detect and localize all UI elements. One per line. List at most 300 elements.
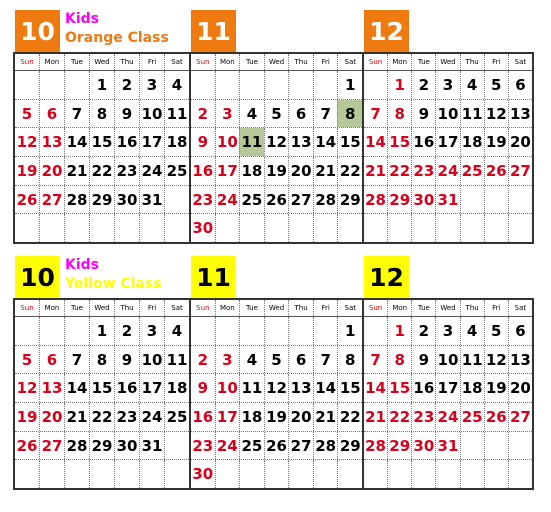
date-cell: 13 (288, 374, 313, 402)
date-cell: 4 (239, 100, 264, 128)
month-label-november: 11 (191, 256, 236, 298)
date-cell: 2 (411, 317, 435, 345)
date-cell: 15 (387, 374, 411, 402)
date-cell: 10 (215, 374, 240, 402)
week-row (191, 317, 362, 346)
date-cell: 4 (164, 317, 189, 345)
empty-cell (239, 214, 264, 242)
weekday-label: Thu (460, 300, 484, 316)
month-10 (15, 54, 189, 242)
empty-cell (364, 71, 387, 99)
date-cell: 1 (387, 317, 411, 345)
weekday-label: Mon (215, 54, 240, 70)
empty-cell (64, 460, 89, 488)
class-name: Yellow Class (65, 276, 162, 292)
month-11 (189, 54, 362, 242)
date-cell: 6 (288, 346, 313, 374)
week-row (191, 403, 362, 432)
empty-cell (313, 460, 338, 488)
empty-cell (114, 214, 139, 242)
empty-cell (15, 460, 39, 488)
empty-cell (164, 214, 189, 242)
date-cell: 18 (239, 157, 264, 185)
empty-cell (411, 214, 435, 242)
empty-cell (215, 460, 240, 488)
week-row (15, 403, 189, 432)
date-cell: 22 (337, 403, 362, 431)
empty-cell (39, 317, 64, 345)
date-cell: 23 (114, 157, 139, 185)
date-cell: 19 (264, 157, 289, 185)
date-cell: 14 (365, 379, 386, 398)
weekday-label: Wed (264, 300, 289, 316)
week-row (364, 374, 532, 403)
date-cell: 7 (64, 100, 89, 128)
empty-cell (387, 214, 411, 242)
date-cell: 6 (39, 346, 64, 374)
weekday-header (364, 300, 532, 317)
empty-cell (264, 214, 289, 242)
empty-cell (508, 460, 532, 488)
date-cell: 20 (39, 157, 64, 185)
weekday-label: Sun (368, 304, 383, 312)
week-row (191, 71, 362, 100)
weekday-label: Tue (64, 54, 89, 70)
weekday-header (364, 54, 532, 71)
weekday-label: Wed (264, 54, 289, 70)
date-cell: 26 (264, 432, 289, 460)
date-cell: 12 (264, 374, 289, 402)
weekday-label: Tue (239, 54, 264, 70)
weekday-label: Fri (139, 300, 164, 316)
empty-cell (508, 186, 532, 214)
date-cell: 10 (215, 128, 240, 156)
empty-cell (364, 317, 387, 345)
date-cell: 26 (16, 436, 38, 455)
date-cell: 5 (484, 317, 508, 345)
date-cell: 7 (370, 104, 381, 123)
week-row (15, 186, 189, 215)
date-cell: 31 (139, 432, 164, 460)
week-row (191, 346, 362, 375)
class-title (65, 256, 162, 294)
date-cell: 11 (460, 346, 484, 374)
date-cell: 3 (139, 317, 164, 345)
date-cell: 29 (387, 432, 411, 460)
weekday-label: Sat (508, 54, 532, 70)
date-cell: 20 (288, 157, 313, 185)
weekday-label: Sat (164, 300, 189, 316)
date-cell: 30 (114, 186, 139, 214)
date-cell: 16 (411, 128, 435, 156)
date-cell: 22 (387, 157, 411, 185)
empty-cell (164, 432, 189, 460)
date-cell: 3 (139, 71, 164, 99)
date-cell: 28 (313, 186, 338, 214)
month-12 (362, 300, 532, 488)
date-cell: 4 (460, 71, 484, 99)
date-cell: 12 (264, 128, 289, 156)
date-cell: 31 (435, 432, 459, 460)
date-cell: 6 (39, 100, 64, 128)
date-cell: 16 (114, 128, 139, 156)
date-cell: 1 (337, 317, 362, 345)
date-cell: 27 (39, 432, 64, 460)
date-cell: 17 (435, 374, 459, 402)
date-cell: 17 (215, 157, 240, 185)
weekday-label: Wed (435, 300, 459, 316)
date-cell: 3 (215, 346, 240, 374)
empty-cell (64, 214, 89, 242)
date-cell: 23 (411, 157, 435, 185)
date-cell: 3 (435, 317, 459, 345)
empty-cell (364, 460, 387, 488)
date-cell: 10 (139, 346, 164, 374)
weekday-label: Mon (215, 300, 240, 316)
date-cell: 20 (288, 403, 313, 431)
empty-cell (89, 214, 114, 242)
date-cell: 22 (89, 403, 114, 431)
date-cell: 2 (197, 104, 208, 123)
weekday-header (15, 300, 189, 317)
month-12 (362, 54, 532, 242)
empty-cell (387, 460, 411, 488)
empty-cell (239, 317, 264, 345)
date-cell: 30 (411, 186, 435, 214)
empty-cell (64, 317, 89, 345)
date-cell: 2 (114, 71, 139, 99)
date-cell: 22 (337, 157, 362, 185)
date-cell: 20 (508, 128, 532, 156)
date-cell: 28 (365, 436, 386, 455)
empty-cell (460, 214, 484, 242)
date-cell: 5 (264, 346, 289, 374)
weekday-label: Tue (64, 300, 89, 316)
date-cell: 27 (508, 157, 532, 185)
empty-cell (460, 432, 484, 460)
date-cell: 18 (164, 374, 189, 402)
date-cell: 28 (64, 186, 89, 214)
date-cell: 27 (288, 432, 313, 460)
date-cell: 29 (337, 186, 362, 214)
empty-cell (164, 460, 189, 488)
week-row (364, 71, 532, 100)
date-cell: 19 (484, 128, 508, 156)
date-cell: 5 (21, 350, 33, 369)
date-cell: 25 (164, 403, 189, 431)
empty-cell (139, 214, 164, 242)
date-cell: 19 (16, 161, 38, 180)
weekday-label: Sun (196, 58, 210, 66)
empty-cell (435, 460, 459, 488)
weekday-label: Thu (114, 300, 139, 316)
date-cell: 12 (16, 133, 38, 152)
week-row (191, 157, 362, 186)
date-cell: 14 (64, 374, 89, 402)
date-cell: 13 (508, 346, 532, 374)
empty-cell (239, 460, 264, 488)
date-cell: 15 (387, 128, 411, 156)
weekday-label: Tue (239, 300, 264, 316)
date-cell: 18 (460, 374, 484, 402)
empty-cell (508, 432, 532, 460)
empty-cell (164, 186, 189, 214)
date-cell: 17 (435, 128, 459, 156)
date-cell: 5 (21, 104, 33, 123)
date-cell: 15 (89, 374, 114, 402)
yellow-class-calendar (13, 256, 534, 484)
empty-cell (89, 460, 114, 488)
week-row (191, 374, 362, 403)
date-cell: 19 (264, 403, 289, 431)
date-cell: 16 (411, 374, 435, 402)
weekday-label: Thu (288, 300, 313, 316)
date-cell: 2 (114, 317, 139, 345)
date-cell: 9 (411, 100, 435, 128)
month-10 (15, 300, 189, 488)
date-cell: 11 (460, 100, 484, 128)
date-cell: 30 (114, 432, 139, 460)
weekday-label: Mon (39, 54, 64, 70)
empty-cell (484, 214, 508, 242)
date-cell: 22 (387, 403, 411, 431)
date-cell: 25 (164, 157, 189, 185)
date-cell: 24 (435, 157, 459, 185)
date-cell: 22 (89, 157, 114, 185)
date-cell: 19 (484, 374, 508, 402)
date-cell: 1 (337, 71, 362, 99)
date-cell: 28 (365, 190, 386, 209)
date-cell: 4 (164, 71, 189, 99)
weekday-label: Tue (411, 54, 435, 70)
date-cell: 18 (460, 128, 484, 156)
date-cell: 14 (365, 133, 386, 152)
date-cell: 1 (387, 71, 411, 99)
date-cell: 3 (435, 71, 459, 99)
month-header-row (13, 256, 534, 298)
weekday-label: Mon (39, 300, 64, 316)
date-cell: 12 (16, 379, 38, 398)
date-cell: 21 (64, 157, 89, 185)
week-row (364, 432, 532, 461)
weekday-label: Fri (313, 300, 338, 316)
empty-cell (15, 214, 39, 242)
weekday-label: Wed (89, 54, 114, 70)
empty-cell (39, 460, 64, 488)
kids-label: Kids (65, 257, 100, 273)
week-row (191, 186, 362, 215)
empty-cell (313, 71, 338, 99)
date-cell: 17 (139, 128, 164, 156)
week-row (364, 157, 532, 186)
calendar-grid (13, 52, 534, 244)
empty-cell (239, 71, 264, 99)
date-cell: 27 (288, 186, 313, 214)
date-cell: 7 (313, 346, 338, 374)
calendar-grid (13, 298, 534, 490)
date-cell: 28 (313, 432, 338, 460)
date-cell: 8 (337, 346, 362, 374)
empty-cell (411, 460, 435, 488)
week-row (15, 432, 189, 461)
date-cell: 26 (264, 186, 289, 214)
date-cell: 20 (39, 403, 64, 431)
weekday-label: Wed (89, 300, 114, 316)
weekday-label: Wed (435, 54, 459, 70)
date-cell: 8 (89, 346, 114, 374)
date-cell: 9 (197, 133, 208, 152)
date-cell: 16 (192, 407, 214, 426)
date-cell: 12 (484, 100, 508, 128)
week-row (15, 460, 189, 488)
weekday-label: Sat (508, 300, 532, 316)
date-cell: 9 (114, 346, 139, 374)
weekday-label: Sat (164, 54, 189, 70)
date-cell: 30 (192, 219, 214, 238)
empty-cell (114, 460, 139, 488)
month-label-october: 10 (15, 10, 60, 52)
date-cell: 31 (139, 186, 164, 214)
date-cell: 25 (239, 432, 264, 460)
date-cell: 19 (16, 407, 38, 426)
week-row (15, 71, 189, 100)
date-cell: 27 (39, 186, 64, 214)
empty-cell (484, 432, 508, 460)
empty-cell (337, 460, 362, 488)
week-row (364, 317, 532, 346)
weekday-label: Sun (20, 304, 34, 312)
date-cell: 13 (39, 374, 64, 402)
date-cell: 31 (435, 186, 459, 214)
week-row (191, 214, 362, 242)
weekday-label: Fri (484, 54, 508, 70)
week-row (364, 128, 532, 157)
date-cell: 8 (89, 100, 114, 128)
date-cell: 6 (288, 100, 313, 128)
date-cell: 17 (215, 403, 240, 431)
date-cell: 28 (64, 432, 89, 460)
date-cell: 10 (435, 346, 459, 374)
empty-cell (337, 214, 362, 242)
date-cell: 23 (411, 403, 435, 431)
week-row (15, 346, 189, 375)
weekday-label: Sun (196, 304, 210, 312)
date-cell: 24 (215, 432, 240, 460)
month-label-december: 12 (364, 256, 409, 298)
date-cell: 25 (460, 157, 484, 185)
week-row (15, 128, 189, 157)
date-cell: 23 (114, 403, 139, 431)
date-cell: 21 (313, 403, 338, 431)
week-row (15, 157, 189, 186)
date-cell: 21 (313, 157, 338, 185)
date-cell: 4 (460, 317, 484, 345)
date-cell: 10 (435, 100, 459, 128)
empty-cell (264, 317, 289, 345)
weekday-label: Sat (337, 54, 362, 70)
date-cell: 7 (370, 350, 381, 369)
weekday-label: Thu (460, 54, 484, 70)
empty-cell (460, 460, 484, 488)
week-row (15, 317, 189, 346)
date-cell: 17 (139, 374, 164, 402)
date-cell: 8 (387, 346, 411, 374)
date-cell: 13 (39, 128, 64, 156)
month-11 (189, 300, 362, 488)
date-cell: 21 (365, 161, 386, 180)
date-cell: 15 (337, 128, 362, 156)
date-cell: 29 (89, 432, 114, 460)
date-cell: 18 (239, 403, 264, 431)
month-label-december: 12 (364, 10, 409, 52)
week-row (364, 460, 532, 488)
empty-cell (191, 317, 215, 345)
date-cell: 11 (164, 346, 189, 374)
date-cell: 6 (508, 71, 532, 99)
date-cell: 2 (197, 350, 208, 369)
empty-cell (288, 460, 313, 488)
empty-cell (15, 317, 39, 345)
weekday-header (191, 54, 362, 71)
week-row (364, 100, 532, 129)
date-cell: 13 (288, 128, 313, 156)
date-cell: 1 (89, 71, 114, 99)
date-cell: 14 (313, 128, 338, 156)
weekday-label: Mon (387, 300, 411, 316)
week-row (15, 214, 189, 242)
date-cell: 24 (139, 157, 164, 185)
date-cell: 16 (192, 161, 214, 180)
date-cell: 29 (387, 186, 411, 214)
empty-cell (191, 71, 215, 99)
date-cell: 16 (114, 374, 139, 402)
date-cell: 26 (484, 157, 508, 185)
empty-cell (435, 214, 459, 242)
date-cell: 26 (16, 190, 38, 209)
weekday-label: Fri (139, 54, 164, 70)
month-label-november: 11 (191, 10, 236, 52)
date-cell: 11 (164, 100, 189, 128)
date-cell: 2 (411, 71, 435, 99)
week-row (191, 460, 362, 488)
date-cell: 11 (239, 374, 264, 402)
empty-cell (313, 317, 338, 345)
date-cell: 24 (435, 403, 459, 431)
empty-cell (215, 317, 240, 345)
empty-cell (508, 214, 532, 242)
date-cell: 23 (192, 190, 214, 209)
kids-label: Kids (65, 11, 100, 27)
empty-cell (484, 460, 508, 488)
week-row (364, 403, 532, 432)
weekday-label: Fri (484, 300, 508, 316)
weekday-label: Thu (288, 54, 313, 70)
date-cell: 4 (239, 346, 264, 374)
empty-cell (215, 214, 240, 242)
weekday-label: Thu (114, 54, 139, 70)
weekday-label: Fri (313, 54, 338, 70)
weekday-label: Tue (411, 300, 435, 316)
weekday-label: Sun (368, 58, 383, 66)
date-cell: 21 (64, 403, 89, 431)
date-cell: 7 (64, 346, 89, 374)
empty-cell (39, 71, 64, 99)
empty-cell (264, 71, 289, 99)
weekday-header (15, 54, 189, 71)
empty-cell (264, 460, 289, 488)
weekday-label: Sun (20, 58, 34, 66)
week-row (15, 374, 189, 403)
